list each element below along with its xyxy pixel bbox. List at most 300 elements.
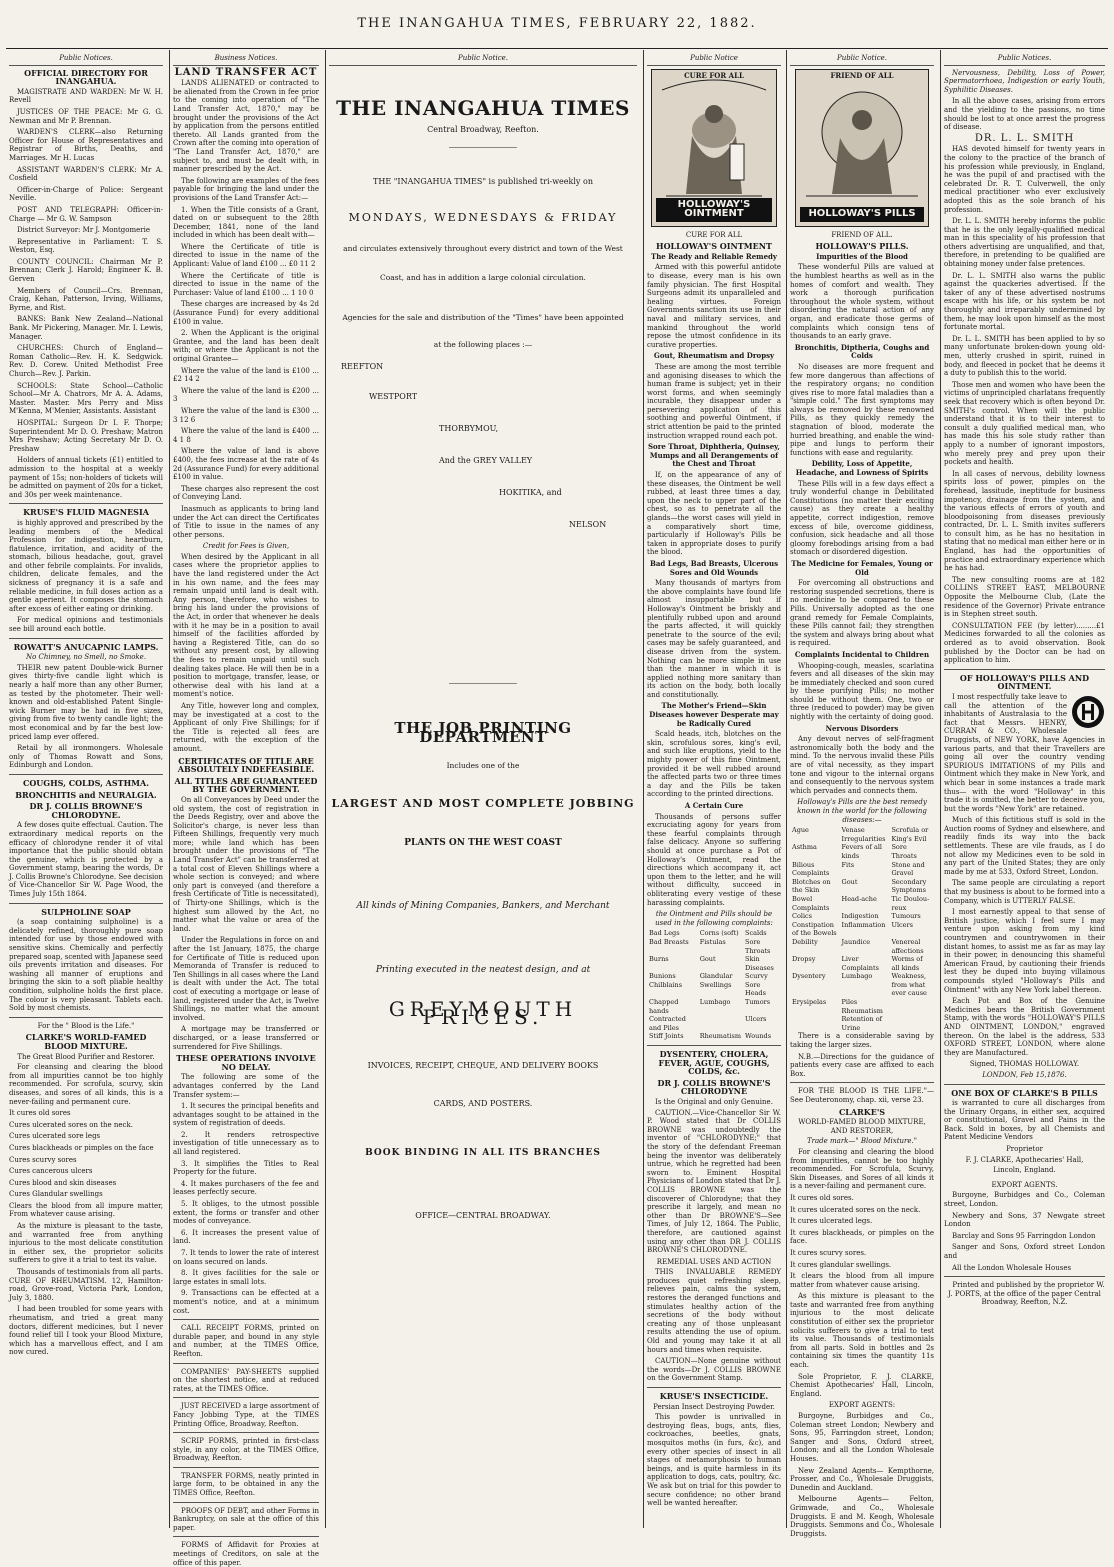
table-row <box>790 1015 934 1032</box>
lamps-body: THEIR new patent Double-wick Burner gives thirty-five candle light which is nearly a half more than any other Burner, as tested by the photometer. Their well-known and old-established Patent Single-wick Burner may be had in five sizes, giving from five to twenty candle light; the most economical and by far the best low-priced lamp ever offered. <box>9 663 163 741</box>
list-item: It cures ulcerated legs. <box>790 1217 873 1226</box>
section-head: Impurities of the Blood <box>816 251 908 261</box>
collis-browne-body: CAUTION.—Vice-Chancellor Sir W. P. Wood stated that Dr COLLIS BROWNE was undoubtedly the inventor of "CHLORODYNE;" that the story of the defendant Freeman being the inventor was deliberately untrue, which he regretted had been sworn to. Eminent Hospital Physicians of London stated that Dr J. COLLIS BROWNE was the discoverer of Chlorodyne; that they prescribe it largely, and mean no other than Dr BROWNE'S—See Times, of July 12, 1864. The Public, therefore, are cautioned against using any other than DR J. COLLIS BROWNE'S CHLORODYNE. <box>647 1108 781 1255</box>
export-agent: Barclay and Sons 95 Farringdon London <box>952 1231 1096 1240</box>
table-cell: Tumours <box>891 912 921 921</box>
table-cell: Tumors <box>745 998 771 1007</box>
list-item: Cures blackheads or pimples on the face <box>9 1143 154 1152</box>
emblem-top-text: CURE FOR ALL <box>684 70 744 80</box>
smith-address: The new consulting rooms are at 182 COLLINS STREET EAST, MELBOURNE Opposite the Melbourne Club, (Late the residence of the Governor) Private entrance is in Stephen street south. <box>944 575 1105 619</box>
table-cell: Gout <box>699 955 716 964</box>
fees-item: Where the value of the land is £400 ... 4 1 8 <box>173 427 319 444</box>
table-row <box>790 878 934 895</box>
titles-body: A mortgage may be transferred or discharged, or a lease transferred or surrendered for Five Shillings. <box>173 1025 319 1051</box>
titles-guaranteed: ALL TITLES ARE GUARANTEED BY THE GOVERNMENT. <box>174 775 318 795</box>
clarke-pills-body: is warranted to cure all discharges from the Urinary Organs, in either sex, acquired or constitutional, Gravel and Pains in the Back. Sold in boxes, by all Chemists and Patent Medicine Vendors <box>944 1099 1105 1142</box>
melbourne-agents: Melbourne Agents— Felton, Grimwade, and Co., Wholesale Druggists. E and M. Keogh, Wholesale Druggists. Semmons and Co., Wholesale Druggists. <box>790 1495 934 1538</box>
insecticide-subtitle: Persian Insect Destroying Powder. <box>653 1402 775 1411</box>
holloway-signature: Signed, THOMAS HOLLOWAY. <box>969 1060 1080 1069</box>
table-row <box>790 998 934 1007</box>
prices-line: GREYMOUTH PRICES. <box>388 996 578 1030</box>
table-cell: Fits <box>841 860 855 869</box>
export-agent: Sanger and Sons, Oxford street London and <box>944 1243 1105 1260</box>
operations-intro: The following are some of the advantages conferred by the Land Transfer system:— <box>173 1073 319 1099</box>
publish-line: THE "INANGAHUA TIMES" is published tri-weekly on <box>373 176 593 186</box>
export-agent: Newbery and Sons, 37 Newgate street London <box>944 1211 1105 1229</box>
holloway-caution-body: Much of this fictitious stuff is sold in the Auction rooms of Sydney and elsewhere, and readily finds its way into the back settlements. These are vile frauds, as I do not allow my Medicines even to be sold in any part of the United States; they are only made by me at 533, Oxford Street, London. <box>944 816 1105 876</box>
directory-entry: COUNTY COUNCIL: Chairman Mr P. Brennan; Clerk J. Harold; Engineer K. B. Gerven <box>9 257 163 284</box>
column-public-notices-1 <box>6 54 166 1528</box>
table-cell: Debility <box>792 937 818 946</box>
ointment-emblem <box>651 69 777 227</box>
remedial-body: THIS INVALUABLE REMEDY produces quiet refreshing sleep, relieves pain, calms the system, restores the deranged functions and stimulates healthy action of the secretions of the body without creating any of those unpleasant results attending the use of opium. Old and young may take it at all hours and times when requisite. <box>647 1268 781 1354</box>
directory-entry: ASSISTANT WARDEN'S CLERK: Mr A. Cosfield <box>9 165 163 183</box>
insecticide-title: KRUSE'S INSECTICIDE. <box>659 1391 769 1401</box>
list-item: Cures blood and skin diseases <box>9 1178 117 1187</box>
section-head: A Certain Cure <box>684 801 744 810</box>
table-cell: Erysipelas <box>792 998 827 1007</box>
section-head: Nervous Disorders <box>825 723 899 733</box>
table-cell: Stiff Joints <box>649 1032 684 1041</box>
directory-entry: JUSTICES OF THE PEACE: Mr G. G. Newman and Mr P. Brennan. <box>9 107 163 125</box>
export-agent: Burgoyne, Burbidges and Co., Coleman street, London. <box>944 1191 1105 1209</box>
clarke-foot: As the mixture is pleasant to the taste, and warranted free from anything injurious to the most delicate constitution in either sex, the proprietor solicits sufferers to give it a trial to test its value. <box>9 1222 163 1265</box>
table-row <box>790 843 934 860</box>
column-head: Public Notice <box>647 54 781 66</box>
table-cell: Dropsy <box>792 955 816 964</box>
clarke-body: For cleansing and clearing the blood from all impurities cannot be too highly recommended. For scrofula, scurvy, skin diseases, and sores of all kinds, this is a never-failing and permanent cure. <box>9 1063 163 1106</box>
list-item: It cures scurvy sores. <box>790 1248 867 1257</box>
divider <box>790 1082 934 1083</box>
column-ointment <box>644 54 784 1528</box>
list-item: It cures old sores <box>9 1109 71 1118</box>
directory-entry: POST AND TELEGRAPH: Officer-in-Charge — Mr G. W. Sampson <box>9 205 163 223</box>
table-cell: Wounds <box>745 1032 772 1041</box>
clarke-list <box>9 1109 163 1219</box>
proprietor-name: F. J. CLARKE, Apothecaries' Hall, <box>965 1155 1084 1164</box>
divider <box>449 147 517 148</box>
table-cell: Bunions <box>649 972 676 981</box>
collis-browne-title: DR J. COLLIS BROWNE'S CHLORODYNE <box>657 1077 771 1097</box>
proofs-debt-ad: PROOFS OF DEBT, and other Forms in Bankruptcy, on sale at the office of this paper. <box>173 1506 319 1532</box>
soap-body: (a soap containing sulpholine) is a delicately refined, thoroughly pure soap intended for use by those endowed with sensitive skins. Chemically and perfectly prepared soap, scented with Japanese seed oils prevents irritation and diseases. For washing all manner of eruptions and bringing the skin to a soft pliable healthy condition, sulpholine holds the first place. The colour is very pleasant. Tablets each. Sold by most chemists. <box>9 918 163 1013</box>
divider <box>9 774 163 775</box>
complaints-head: the Ointment and Pills should be used in the following complaints: <box>655 910 773 927</box>
table-cell <box>889 1007 934 1016</box>
ointment-caption: CURE FOR ALL <box>685 230 743 239</box>
divider <box>173 1502 319 1503</box>
table-cell: Blotches on the Skin <box>792 877 831 895</box>
land-transfer-title: LAND TRANSFER ACT <box>174 66 318 78</box>
place-item: WESTPORT <box>369 392 418 402</box>
nb-note: N.B.—Directions for the guidance of patients every case are affixed to each Box. <box>790 1052 934 1078</box>
operations-title: THESE OPERATIONS INVOLVE NO DELAY. <box>176 1053 316 1072</box>
directory-entry: Holders of annual tickets (£1) entitled to admission to the hospital at a weekly payment of 15s; non-holders of tickets will be admitted on payment of 20s for a ticket, and 30s per week maintenance. <box>9 456 163 499</box>
list-item: Clears the blood from all impure matter, From whatever cause arising. <box>9 1201 163 1219</box>
lamps-title: ROWATT'S ANUCAPNIC LAMPS. <box>13 641 159 652</box>
masthead: THE INANGAHUA TIMES, FEBRUARY 22, 1882. <box>357 16 757 31</box>
table-cell: Constipation of the Bowels <box>792 920 837 938</box>
section-body: Scald heads, itch, blotches on the skin, scrofulous sores, king's evil, and such like eruptions, yield to the mighty power of this fine Ointment, provided it be well rubbed around the affected parts two or three times a day and the Pills be taken according to the printed directions. <box>647 730 781 799</box>
table-cell: Inflammation <box>841 920 886 929</box>
holloway-date: LONDON, Feb 15,1876. <box>982 1070 1067 1079</box>
table-cell: Sore Throats <box>745 937 771 955</box>
table-cell <box>889 998 934 1007</box>
divider <box>173 1467 319 1468</box>
directory-entry: Representative in Parliament: T. S. Weston, Esq. <box>9 237 163 255</box>
divider <box>944 669 1105 670</box>
fees-item: Where the value of the land is £200 ... 3 <box>173 386 319 404</box>
land-transfer-body: LANDS ALIENATED or contracted to be alienated from the Crown in fee prior to the coming into operation of "The Land Transfer Act, 1870," may be brought under the provisions of the Act by application from the persons entitled thereto. All Lands granted from the Crown after the coming into operation of "The Land Transfer Act, 1870," are subject to, and must be dealt with, in manner prescribed by the Act. <box>173 79 320 174</box>
smith-body: HAS devoted himself for twenty years in the colony to the practice of the branch of his profession while previously, in England, he was the pupil of and practised with the celebrated Dr. R. T. Culverwell, the only medical practitioner who ever exclusively adopted this as the sole branch of his profession. <box>944 145 1105 214</box>
table-cell: Lumbago <box>841 972 873 981</box>
clarke-foot: As this mixture is pleasant to the taste and warranted free from anything injurious to the most delicate constitution of either sex the proprietor solicits sufferers to give a trial to test its value. Thousands of testimonials from all parts. Sold in bottles and 2s containing six times the quantity 11s each. <box>790 1292 934 1370</box>
column-head: Public Notices. <box>944 54 1105 66</box>
table-cell: Tic Doulou-reux <box>891 894 930 912</box>
table-cell: Jaundice <box>841 937 871 946</box>
list-item: 8. It gives facilities for the sale or large estates in small lots. <box>173 1269 319 1286</box>
list-item: It cures ulcerated sores on the neck. <box>790 1205 921 1214</box>
collis-browne-subtitle: Is the Original and only Genuine. <box>655 1098 773 1106</box>
fees-intro: The following are examples of the fees payable for bringing the land under the provisions of the Land Transfer Act:— <box>173 176 319 202</box>
smith-body: In all cases of nervous, debility lowness spirits loss of power, pimples on the forehead, lassitude, ineptitude for business impotency, drainage from the system, and the various effects of errors of youth and bloodpoisoning from diseases previously contracted, Dr. L. L. Smith invites sufferers to consult him, as he has no hesitation in stating that no medical man either here or in England, has had the opportunities of practice and extraordinary experience which he has had. <box>944 469 1105 573</box>
table-cell: Head-ache <box>841 894 877 903</box>
pills-emblem <box>795 69 929 227</box>
table-cell: Venereal affections <box>891 937 924 955</box>
table-cell: Asthma <box>792 843 817 852</box>
clarke-subtitle: The Great Blood Purifier and Restorer. <box>17 1052 155 1061</box>
table-cell: Chilblains <box>649 980 683 989</box>
table-cell: Scalds <box>745 929 767 938</box>
imprint: Printed and published by the proprietor W. J. PORTS, at the office of the paper Central Broadway, Reefton, N.Z. <box>948 1281 1105 1307</box>
list-item: 2. It renders retrospective investigation of title unnecessary as to all land registered. <box>173 1130 319 1157</box>
table-cell: Skin Diseases <box>745 955 774 972</box>
list-item: 5. It obliges, to the utmost possible extent, the forms or transfer and other modes of conveyance. <box>173 1200 319 1226</box>
section-body: Many thousands of martyrs from the above complaints have found life almost insupportable but if Holloway's Ointment be briskly and plentifully rubbed upon and around the parts affected, it will quickly penetrate to the source of the evil; cases may be safely guaranteed, and disease driven from the system. Nothing can be more simple in use than the manner in which it is applied nothing more sanitary than its action on the body, both locally and constitutionally. <box>647 579 781 699</box>
table-cell: Glandular <box>699 972 733 981</box>
credit-title: Credit for Fees is Given, <box>202 542 290 551</box>
table-cell: Bad Legs <box>649 929 680 938</box>
publish-days: MONDAYS, WEDNESDAYS & FRIDAY <box>348 211 618 225</box>
smith-body: Dr. L. L. SMITH hereby informs the public that he is the only legally-qualified medical man in this speciality of his profession that others advertising are unqualified, and that, therefore, in pretending to be qualified are obtaining money under false pretences. <box>944 217 1105 269</box>
table-cell: Swellings <box>699 980 732 989</box>
section-body: If, on the appearance of any of these diseases, the Ointment be well rubbed, at least three times a day, upon the neck to upper part of the chest, so as to penetrate all the glands—the worst cases will yield in a comparatively short time, particularly if Holloway's Pills be taken in appropriate doses to purify the blood. <box>647 471 781 557</box>
kruse-magnesia-title: KRUSE'S FLUID MAGNESIA <box>23 507 149 518</box>
list-item: It cures old sores. <box>790 1193 854 1202</box>
agencies-line: Agencies for the sale and distribution of the "Times" have been appointed <box>342 313 624 323</box>
table-cell: Liver Complaints <box>841 955 879 972</box>
fees-item: Where the Certificate of title is directed to issue in the name of the Applicant: Value of land £100 ... £0 11 2 <box>173 242 319 269</box>
affidavit-ad: FORMS of Affidavit for Proxies at meetings of Creditors, on sale at the office of this paper. <box>173 1541 319 1567</box>
directory-title: OFFICIAL DIRECTORY FOR INANGAHUA. <box>24 67 148 87</box>
credit-foot: Any Title, however long and complex, may be investigated at a cost to the Applicant of only Five Shillings; for if the Title is rejected all fees are returned, with the exception of the amount. <box>173 701 319 753</box>
place-item: And the GREY VALLEY <box>439 456 533 466</box>
table-row <box>790 972 934 998</box>
table-cell <box>889 1015 934 1032</box>
divider <box>173 1536 319 1537</box>
section-body: Thousands of persons suffer excruciating agony for years from these fearful complaints through false delicacy. Anyone so suffering should at once purchase a Pot of Holloway's Ointment, read the directions which accompany it, act upon them to the letter, and he will without difficulty, succeed in obliterating every vestige of these harassing complaints. <box>647 812 781 907</box>
divider <box>449 683 517 684</box>
table-row <box>790 938 934 955</box>
table-row <box>790 861 934 878</box>
holloway-caution-title: OF HOLLOWAY'S PILLS AND OINTMENT. <box>959 672 1090 692</box>
table-cell: Scurvy <box>745 972 768 981</box>
table-cell: Ague <box>792 826 809 835</box>
section-body: These wonderful Pills are valued at the humblest hearths as well as in the homes of comfort and wealth. They work a thorough purification throughout the whole system, without disordering the natural action of any organ, and eradicate those germs of complaints which consign tens of thousands to an early grave. <box>790 263 934 341</box>
holloway-caution-body: The same people are circulating a report that my business is about to be formed into a Company, which is UTTERLY FALSE. <box>944 879 1105 905</box>
clarke-body: For cleansing and clearing the blood from impurities, cannot be too highly recommended. For Scrofula, Scurvy, Skin Diseases, and Sores of all kinds it is a never-failing and permanent cure. <box>790 1147 934 1191</box>
kruse-magnesia-foot: For medical opinions and testimonials see bill around each bottle. <box>9 616 163 634</box>
directory-entry: CHURCHES: Church of England—Roman Catholic—Rev. H. K. Sedgwick. Rev. D. Corew. United Methodist Free Church—Rev. J. Parkin. <box>9 344 163 378</box>
mining-line: All kinds of Mining Companies, Bankers, and Merchant <box>356 901 610 912</box>
table-row <box>790 921 934 938</box>
saving-note: There is a considerable saving by taking the larger sizes. <box>790 1032 934 1050</box>
table-cell: Burns <box>649 955 669 964</box>
section-body: These Pills will in a few days effect a truly wonderful change in Debilitated Constitutions (no matter their exciting cause) as they create a healthy appetite, correct indigestion, remove excess of bile, overcome giddiness, confusion, sick headache and all those gloomy forebodings arising from a bad stomach or disordered digestion. <box>790 479 934 557</box>
agencies-places-intro: at the following places :— <box>433 339 533 349</box>
table-cell: Retention of Urine <box>841 1015 883 1032</box>
list-item: Cures ulcerated sore legs <box>9 1132 101 1141</box>
pills-title: HOLLOWAY'S PILLS. <box>815 241 909 252</box>
table-cell: Weakness, from what ever cause <box>891 972 927 998</box>
divider <box>944 1276 1105 1277</box>
nz-agents: New Zealand Agents— Kempthorne, Prosser, and Co., Wholesale Druggists, Dunedin and Auckland. <box>790 1466 934 1492</box>
column-business-notices <box>170 54 322 1567</box>
caution-line: CAUTION—None genuine without the words—Dr J. COLLIS BROWNE on the Government Stamp. <box>647 1357 781 1383</box>
clarke-subtitle: WORLD-FAMED BLOOD MIXTURE, AND RESTORER, <box>798 1118 926 1135</box>
list-item: It cures blackheads, or pimples on the face. <box>790 1228 934 1246</box>
paper-address: Central Broadway, Reefton. <box>427 125 539 135</box>
table-row <box>647 938 781 955</box>
plants-line: PLANTS ON THE WEST COAST <box>404 837 562 848</box>
directory-entry: BANKS: Bank New Zealand—National Bank. Mr Pickering, Manager. Mr. I. Lewis, Manager. <box>9 315 163 341</box>
smith-body: Dr. L. L. SMITH also warns the public against the quackeries advertised. If the taker of any of these advertised nostrums escape with his life, or his system be not thoroughly and irreparably undermined by them, he may look upon himself as the most fortunate mortal. <box>944 271 1105 332</box>
section-head: The Mother's Friend—Skin Diseases however Desperate may be Radically Cured <box>649 701 779 728</box>
table-cell: Bad Breasts <box>649 937 689 946</box>
table-cell: Secondary Symptoms <box>891 877 927 895</box>
lamps-foot: Retail by all ironmongers. Wholesale only of Thomas Rowatt and Sons, Edinburgh and London. <box>9 744 163 770</box>
table-cell: Sore Heads <box>745 980 766 998</box>
table-cell: Colics <box>792 912 813 921</box>
table-row <box>647 981 781 998</box>
divider <box>173 1319 319 1320</box>
section-body: Any devout nerves of self-fragment astronomically both the body and the mind. To the nervous invalid these Pills are of vital necessity, as they impart tone and vigour to the internal organs and consequently to the nervous system which pervades and connects them. <box>790 735 934 795</box>
column-head: Business Notices. <box>173 54 319 66</box>
fees-item: Inasmuch as applicants to bring land under the Act can direct the Certificates of Title to issue in the names of any other persons. <box>173 504 319 539</box>
export-agent: All the London Wholesale Houses <box>952 1263 1072 1272</box>
fees-item: 2. When the Applicant is the original Grantee, and the land has been dealt with; or where the Applicant is not the original Grantee— <box>173 329 319 363</box>
table-cell: Fistulas <box>699 937 726 946</box>
titles-body: Under the Regulations in force on and after the 1st January, 1875, the charge for Certificate of Title is reduced upon Memoranda of Transfer is reduced to Ten Shillings in all cases where the Land is dealt with under the Act. The total cost of executing a mortgage or lease of land, registered under the Act, is Twelve Shillings, no matter what the amount involved. <box>173 936 319 1022</box>
table-row <box>790 955 934 972</box>
export-title: EXPORT AGENTS: <box>828 1401 896 1410</box>
smith-body: Dr. L. L. SMITH has been applied to by so many unfortunate broken-down young old-men, utterly crushed in spirit, ruined in body, and fleeced in pocket that he deems it a duty to publish this to the world. <box>944 334 1105 378</box>
receipt-forms-ad: CALL RECEIPT FORMS, printed on durable paper, and bound in any style and number, at the TIMES Office, Reefton. <box>173 1324 319 1358</box>
section-head: Bad Legs, Bad Breasts, Ulcerous Sores and Old Wounds <box>649 558 779 577</box>
emblem-top-text: FRIEND OF ALL <box>830 70 894 80</box>
column-head: Public Notice. <box>790 54 934 66</box>
table-cell: Worms of all kinds <box>891 955 923 972</box>
fees-item: 1. When the Title consists of a Grant, dated on or subsequent to the 28th December, 1841, none of the land included in which has been dealt with— <box>173 205 319 240</box>
fees-item: These charges also represent the cost of Conveying Land. <box>173 484 319 502</box>
fees-item: These charges are increased by 4s 2d (Assurance Fund) for every additional £100 in value. <box>173 300 319 326</box>
column-public-notices-6 <box>941 54 1108 1528</box>
clarke-trademark: Trade mark—" Blood Mixture." <box>806 1137 917 1146</box>
table-cell: Venase Irregularities <box>841 826 886 843</box>
table-cell: Bowel Complaints <box>792 894 830 912</box>
place-item: THORBYMOU, <box>439 424 499 434</box>
smith-fee: CONSULTATION FEE (by letter).........£1 Medicines forwarded to all the colonies as ordered as to avoid observation. Book published by the Doctor can be had on application to him. <box>944 621 1105 665</box>
table-cell: Ulcers <box>891 920 913 929</box>
divider <box>647 1387 781 1388</box>
table-cell: Contracted and Piles <box>649 1015 686 1032</box>
table-row <box>647 972 781 981</box>
table-row <box>647 1015 781 1032</box>
list-item: 1. It secures the principal benefits and advantages sought to be attained in the system of registration of deeds. <box>173 1102 319 1128</box>
diseases-head: Holloway's Pills are the best remedy known in the world for the following diseases:— <box>797 798 927 824</box>
clarke-pills-title: ONE BOX OF CLARKE'S B PILLS <box>951 1087 1098 1098</box>
table-cell: Bilious Complaints <box>792 860 830 878</box>
fees-item: Where the value of the land is £100 ... £2 14 2 <box>173 366 319 384</box>
cards-line: CARDS, AND POSTERS. <box>433 1099 533 1109</box>
bronchitis-title: BRONCHITIS and NEURALGIA. <box>15 789 157 800</box>
largest-line: LARGEST AND MOST COMPLETE JOBBING <box>331 797 635 811</box>
section-head: Bronchitis, Diptheria, Coughs and Colds <box>794 342 930 361</box>
section-head: Sore Throat, Diphtheria, Quinsey, Mumps and all Derangements of the Chest and Throat <box>647 442 780 469</box>
table-cell <box>790 1015 840 1032</box>
table-cell: Corns (soft) <box>699 929 739 938</box>
section-head: The Ready and Reliable Remedy <box>650 251 777 261</box>
list-item: Cures scurvy sores <box>9 1155 77 1164</box>
place-item: REEFTON <box>341 362 384 372</box>
section-head: Debility, Loss of Appetite, Headache, and Lowness of Spirits <box>795 459 929 478</box>
directory-entry: HOSPITAL: Surgeon Dr I. F. Thorpe; Superintendent Mr D. O. Preshaw; Matron Mrs Preshaw; Acting Secretary Mr D. O. Preshaw <box>9 418 163 453</box>
clarke-title: CLARKE'S WORLD-FAMED BLOOD MIXTURE. <box>25 1032 147 1051</box>
divider <box>173 1363 319 1364</box>
divider <box>944 1084 1105 1085</box>
trade-mark-icon <box>1071 695 1105 729</box>
directory-entry: WARDEN'S CLERK—also Returning Officer for House of Representatives and Registrar of Births, Deaths, and Marriages. Mr H. Lucas <box>9 128 163 162</box>
table-row <box>647 955 781 972</box>
clarke-letter: I had been troubled for some years with rheumatism, and tried a great many doctors, different medicines, but I never found relief till I took your Blood Mixture, which has a marvellous effect, and I am now cured. <box>9 1305 163 1357</box>
divider <box>9 638 163 639</box>
place-item: HOKITIKA, and <box>499 488 562 498</box>
list-item: Cures cancerous ulcers <box>9 1167 93 1176</box>
pay-sheets-ad: COMPANIES' PAY-SHEETS supplied on the shortest notice, and at reduced rates, at the TIMES Office. <box>173 1367 319 1393</box>
section-body: Armed with this powerful antidote to disease, every man is his own family physician. The first Hospital Surgeons admit its unparalleled and healing virtues. Foreign Governments sanction its use in their naval and military services, and mankind throughout the world repose the utmost confidence in its curative properties. <box>647 263 781 349</box>
directory-entry: MAGISTRATE AND WARDEN: Mr W. H. Revell <box>9 87 163 105</box>
ointment-banner: HOLLOWAY'S OINTMENT <box>656 198 772 221</box>
blood-head: FOR THE BLOOD IS THE LIFE."—See Deuteronomy, chap. xii, verse 23. <box>790 1087 934 1104</box>
divider <box>173 1397 319 1398</box>
holloway-caution-body: Each Pot and Box of the Genuine Medicines bears the British Government Stamp, with the words "HOLLOWAY'S PILLS AND OINTMENT, LONDON," engraved thereon. On the label is the address, 533 OXFORD STREET, LONDON, where alone they are Manufactured. <box>944 997 1105 1057</box>
remedial-head: REMEDIAL USES AND ACTION <box>656 1257 772 1266</box>
table-row <box>647 1032 781 1041</box>
places-list <box>329 363 637 533</box>
section-head: The Medicine for Females, Young or Old <box>791 558 933 577</box>
list-item: 3. It simplifies the Titles to Real Property for the future. <box>173 1159 319 1177</box>
directory-entry: SCHOOLS: State School—Catholic School—Mr A. Chatrors, Mr A. A. Adams, Master. Master. Mrs Perry and Miss M'Kenna, M'Menier, Assistants. Assistant <box>9 381 163 416</box>
list-item: Cures Glandular swellings <box>9 1190 103 1199</box>
ointment-title: HOLLOWAY'S OINTMENT <box>656 241 772 252</box>
section-head: Complaints Incidental to Children <box>794 649 930 659</box>
table-row <box>790 826 934 843</box>
circulation-line: Coast, and has in addition a large colonial circulation. <box>380 272 586 282</box>
printing-line: Printing executed in the neatest design, and at <box>375 964 591 975</box>
table-cell <box>790 1007 840 1016</box>
circulation-line: and circulates extensively throughout every district and town of the West <box>343 243 623 253</box>
smith-title: DR. L. L. SMITH <box>974 132 1075 144</box>
jobbing-type-ad: JUST RECEIVED a large assortment of Fancy Jobbing Type, at the TIMES Printing Office, Broadway, Reefton. <box>173 1402 319 1428</box>
divider <box>173 1432 319 1433</box>
coughs-title: COUGHS, COLDS, ASTHMA. <box>22 777 150 788</box>
table-cell: Chapped hands <box>649 998 679 1015</box>
clarke-testimonial: Thousands of testimonials from all parts. CURE OF RHEUMATISM. 12, Hamilton-road, Grove-road, Victoria Park, London, July 3, 1880. <box>9 1268 163 1302</box>
list-item: It clears the blood from all impure matter from whatever cause arising. <box>790 1272 934 1289</box>
smith-body: Those men and women who have been the victims of unprincipled charlatans frequently seek that recovery which is often beyond Dr. SMITH's control. When will the public understand that it is to their interest to consult a duly qualified medical man, who has made this his sole study rather than apply to a number of ignorant impostors, who merely prey and prey upon their pockets and health. <box>944 380 1105 467</box>
list-item: 4. It makes purchasers of the fee and leases perfectly secure. <box>173 1179 319 1197</box>
holloway-caution-body: I most respectfully take leave to call the attention of the inhabitants of Australasia to the fact that Messrs. HENRY, CURRAN & CO., Wholesale Druggists, of NEW YORK, have Agencies in various parts, and that their Travellers are going all over the country vending SPURIOUS IMITATIONS of my Pills and Ointment which they make in New York, and which bear in some instances a trade mark thus— with the word "Holloway" in this trade it is omitted, the better to deceive you, but the words "New York" are retained. <box>944 692 1105 813</box>
table-cell: Lumbago <box>699 998 731 1007</box>
job-printing-title: THE JOB PRINTING DEPARTMENT <box>394 719 572 746</box>
divider <box>9 1017 163 1018</box>
column-head: Public Notice. <box>329 54 637 66</box>
section-body: These are among the most terrible and agonising diseases to which the human frame is subject; yet in their worst forms, and when seemingly incurable, they disappear under a persevering application of this soothing and powerful Ointment, if strict attention be paid to the printed instruction wrapped round each pot. <box>647 362 781 440</box>
column-pills <box>787 54 937 1538</box>
soap-title: SULPHOLINE SOAP <box>41 906 131 917</box>
blood-head: For the " Blood is the Life." <box>37 1021 135 1030</box>
chlorodyne-body: A few doses quite effectual. Caution. The extraordinary medical reports on the efficacy of chlorodyne render it of vital importance that the public should obtain the genuine, which is protected by a Government stamp, bearing the words, Dr J. Collis Browne's Chlorodyne. See decision of Vice-Chancellor Sir W. Page Wood, the Times July 15th 1864. <box>9 821 163 899</box>
section-body: No diseases are more frequent and few more dangerous than affections of the respiratory organs; no condition gives rise to more fatal maladies than a "simple cold." The first symptoms may always be removed by these renowned Pills, as they quickly remedy the stagnation of blood, moderate the hurried breathing, and enable the wind-pipe and lungs to perform their functions with ease and regularity. <box>790 362 934 457</box>
table-row <box>790 1007 934 1016</box>
allegory-figure-icon <box>796 70 928 226</box>
invoices-line: INVOICES, RECEIPT, CHEQUE, AND DELIVERY BOOKS <box>367 1060 599 1070</box>
clarke-title: CLARKE'S <box>838 1106 886 1117</box>
proprietor-label: Proprietor <box>1006 1145 1043 1154</box>
column-head: Public Notices. <box>9 54 163 66</box>
directory-entry: District Surveyor: Mr J. Montgomerie <box>17 226 151 235</box>
proprietor-place: Lincoln, England. <box>993 1166 1056 1175</box>
table-cell: Sore Throats <box>891 843 917 860</box>
holloway-caution-body: I most earnestly appeal to that sense of British justice, which I feel sure I may venture upon asking from my kind countrymen and countrywomen in their distant homes, to assist me as far as may lay in their power, in denouncing this shameful American Fraud, by cautioning their friends lest they be duped into buying villainous compounds styled "Holloway's Pills and Ointment" with any New York label thereon. <box>944 908 1105 994</box>
top-rule <box>6 48 1108 49</box>
directory-entry: Officer-in-Charge of Police: Sergeant Neville. <box>9 185 163 203</box>
insecticide-body: This powder is unrivalled in destroying fleas, bugs, ants, flies, cockroaches, beetles, gnats, mosquitos moths (in furs, &c), and every other species of insect in all stages of metamorphosis to human beings, and is quite harmless in its application to dogs, cats, poultry, &c. We ask but on trial for this powder to secure confidence; no other brand well be wanted hereafter. <box>647 1413 781 1508</box>
clarke-proprietor: Sole Proprietor, F. J. CLARKE, Chemist Apothecaries' Hall, Lincoln, England. <box>790 1372 934 1398</box>
lamps-subtitle: No Chimney, no Smell, no Smoke. <box>25 653 147 662</box>
list-item: 6. It increases the present value of land. <box>173 1228 319 1246</box>
fees-item: Where the Certificate of title is directed to issue in the name of the Purchaser: Value of land £100 ... 1 10 0 <box>173 271 319 297</box>
fees-item: Where the value of land is above £400, the fees increase at the rate of 4s 2d (Assurance Fund) for every additional £100 in value. <box>173 447 319 482</box>
pills-caption: FRIEND OF ALL. <box>831 230 893 239</box>
titles-body: On all Conveyances by Deed under the old system, the cost of registration in the Deeds Registry, over and above the Solicitor's charge, is never less than Fifteen Shillings, frequently very much more; while land which has been brought under the provisions of "The Land Transfer Act" can be transferred at a total cost of Eleven Shillings where a whole section is conveyed; and where only part is conveyed (and therefore a fresh Certificate of Title is necessitated), of Thirty-one Shillings, which is the highest sum allowed by the Act, no matter what the value or area of the land. <box>173 795 319 933</box>
includes-line: Includes one of the <box>446 760 520 770</box>
nervous-intro: Nervousness, Debility, Loss of Power, Spermatorrhoea, Indigestion or early Youth, Syphilitic Diseases. <box>944 68 1105 94</box>
table-cell: Fevers of all kinds <box>841 843 882 860</box>
export-title: EXPORT AGENTS. <box>991 1180 1058 1189</box>
list-item: It cures glandular swellings. <box>790 1260 892 1269</box>
fees-item: Where the value of the land is £300 ... 3 12 6 <box>173 406 319 424</box>
credit-body: When desired by the Applicant in all cases where the proprietor applies to have the land registered under the Act in his own name, and the fees may remain unpaid until land is dealt with. Any person, therefore, who wishes to bring his land under the provisions of the Act, in order that whenever he deals with it he may be in a position to avail himself of the facilities afforded by having a Registered Title, can do so without any present cost, by allowing the fees to remain unpaid until such dealing takes place. He will then be in a position to mortgage, transfer, lease, or otherwise deal with his land at a moment's notice. <box>173 552 319 699</box>
transfer-forms-ad: TRANSFER FORMS, neatly printed in large form, to be obtained in any the TIMES Office, Reefton. <box>173 1471 319 1498</box>
scrip-forms-ad: SCRIP FORMS, printed in first-class style, in any color, at the TIMES Office, Broadway, Reefton. <box>173 1437 319 1463</box>
column-times-notice <box>326 54 640 1528</box>
nervous-body: In all the above cases, arising from errors and the yielding to the passions, no time should be lost to at once arrest the progress of disease. <box>944 97 1105 132</box>
divider <box>9 503 163 504</box>
table-cell: Rheumatism <box>699 1032 742 1041</box>
certificates-title: CERTIFICATES OF TITLE ARE ABSOLUTELY INDEFEASIBLE. <box>177 755 315 775</box>
dysentery-title: DYSENTERY, CHOLERA, FEVER, AGUE, COUGHS, COLDS, &c. <box>658 1049 770 1077</box>
